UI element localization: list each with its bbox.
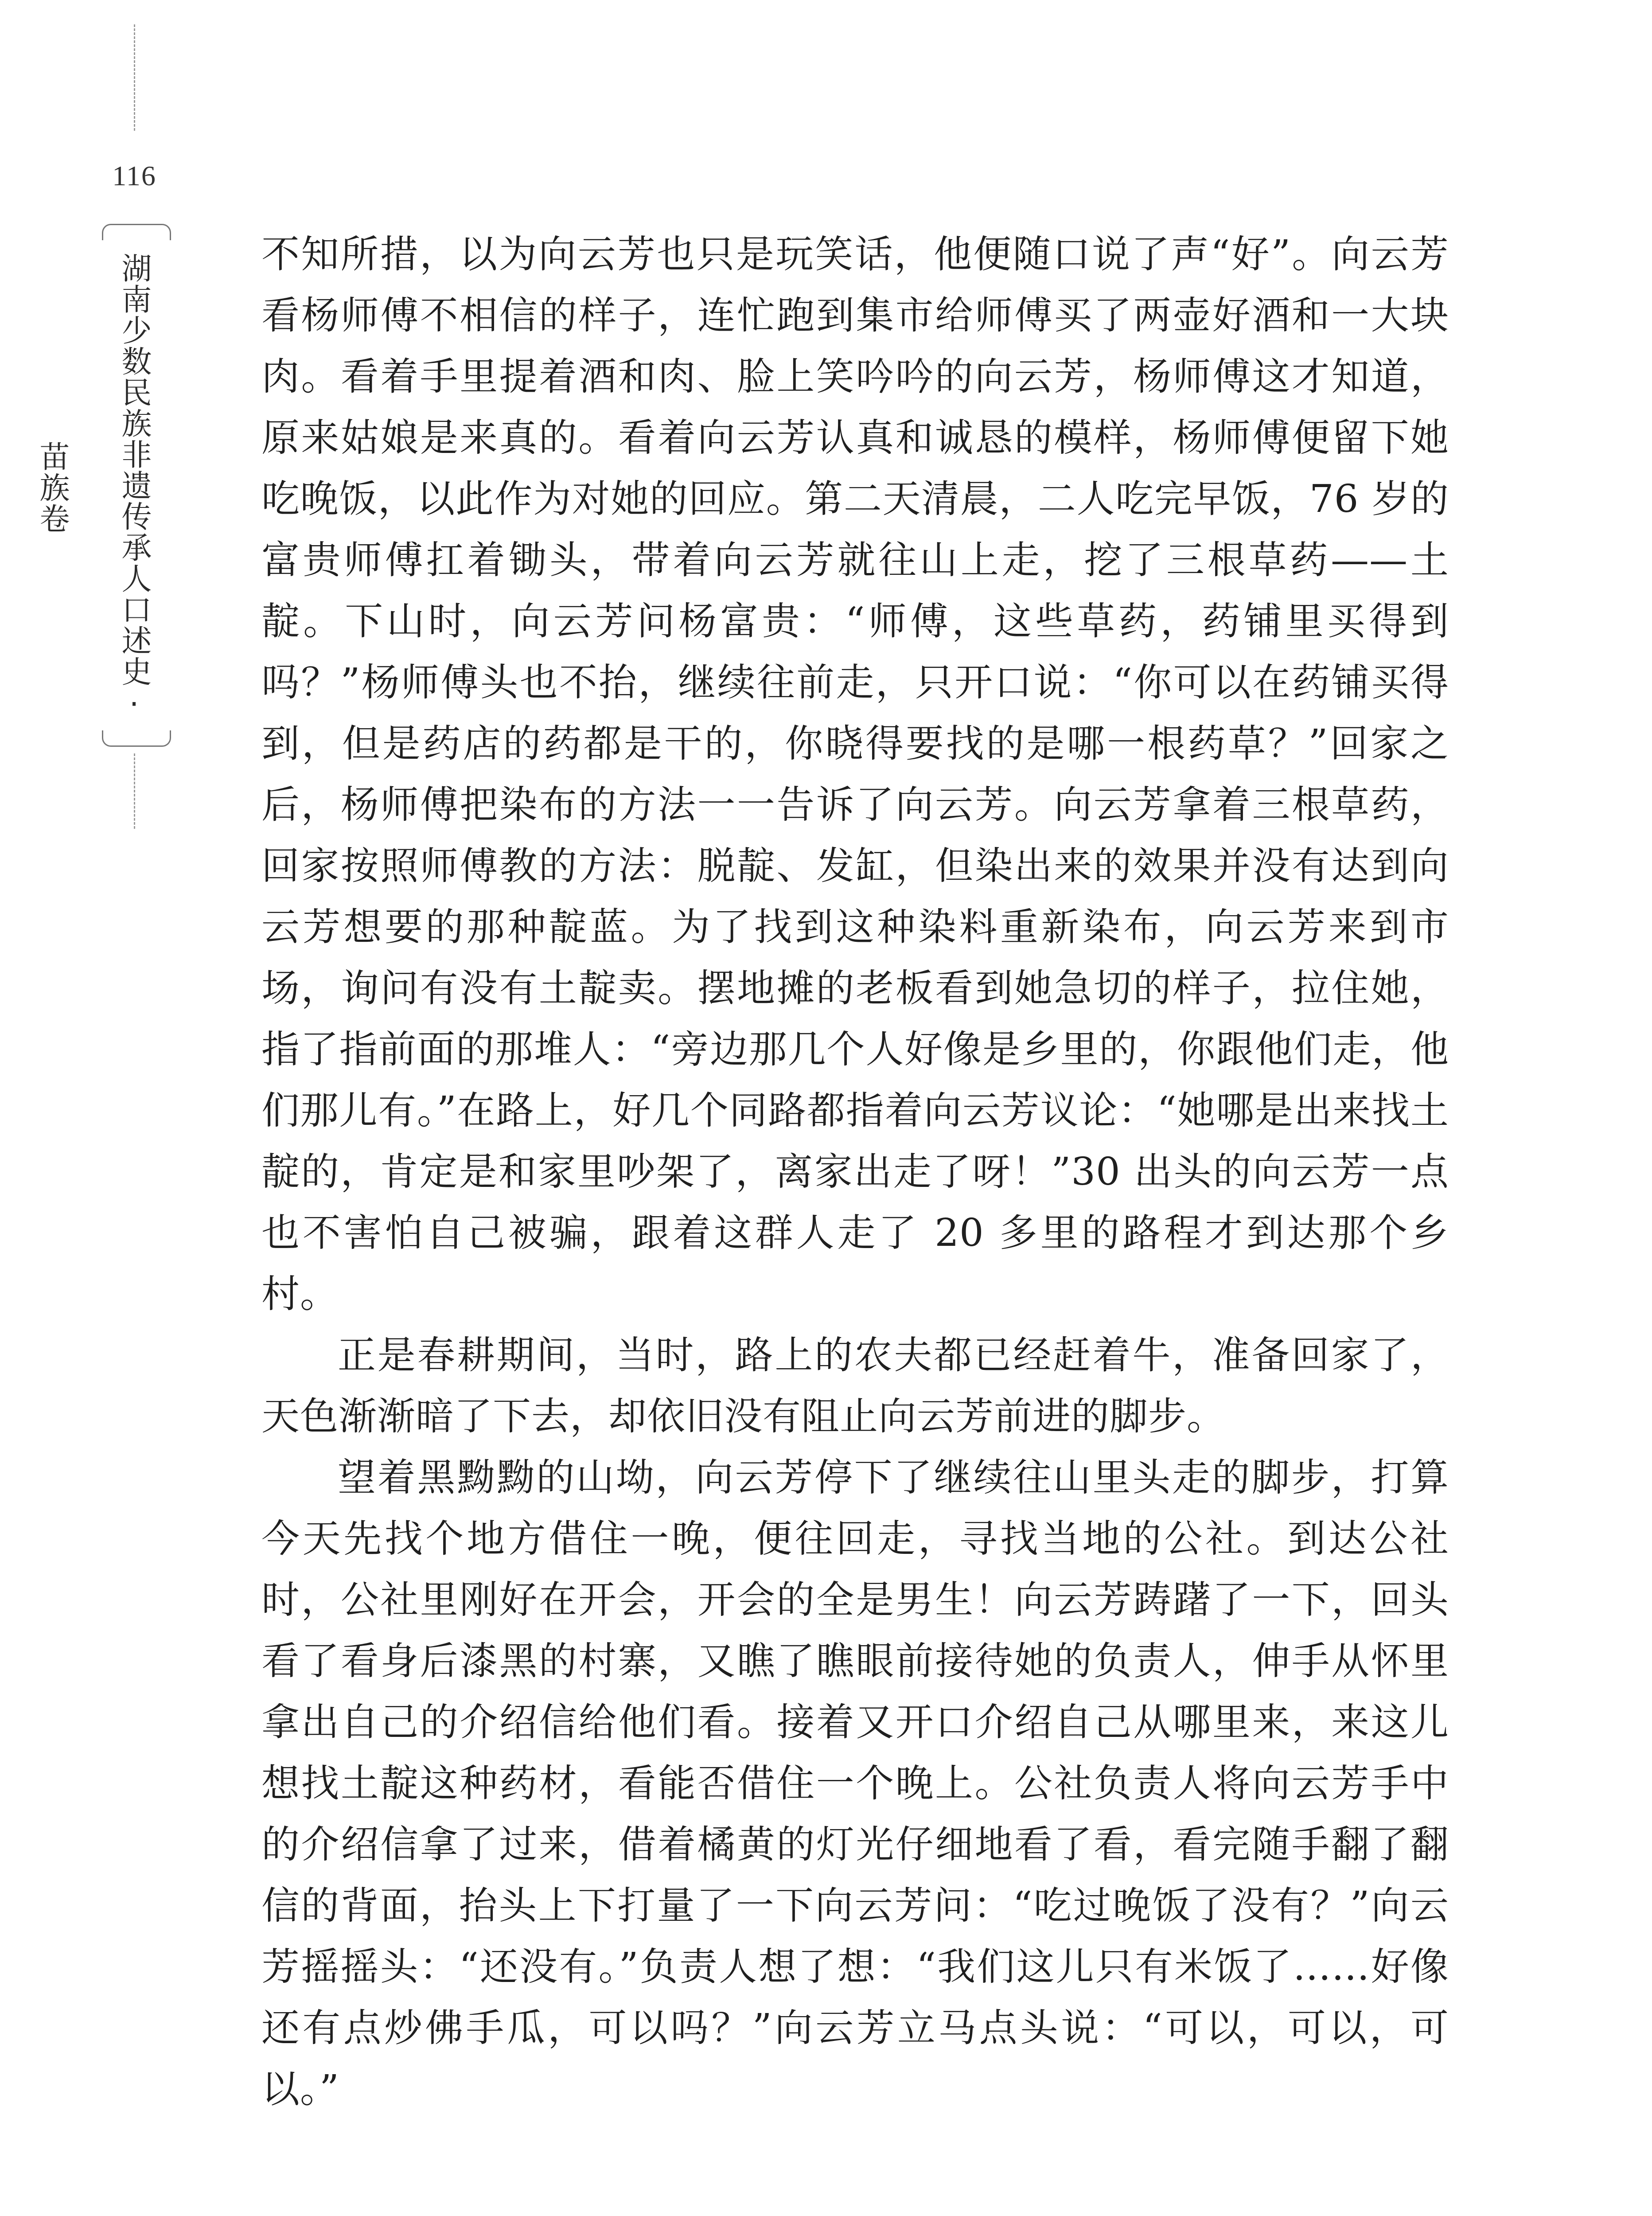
margin-dotted-line-bottom <box>134 753 135 829</box>
bracket-bottom-ornament <box>102 730 171 747</box>
running-header <box>35 224 175 747</box>
series-title: 湖南少数民族非遗传承人口述史·苗族卷 <box>35 252 152 723</box>
margin-dotted-line-top <box>134 24 135 131</box>
body-text <box>261 224 1449 2120</box>
paragraph-3: 望着黑黝黝的山坳，向云芳停下了继续往山里头走的脚步，打算今天先找个地方借住一晚，便往回走，寻找当地的公社。到达公社时，公社里刚好在开会，开会的全是男生！向云芳踌躇了一下，回头看了看身后漆黑的村寨，又瞧了瞧眼前接待她的负责人，伸手从怀里拿出自己的介绍信给他们看。接着又开口介绍自己从哪里来，来这儿想找土靛这种药材，看能否借住一个晚上。公社负责人将向云芳手中的介绍信拿了过来，借着橘黄的灯光仔细地看了看，看完随手翻了翻信的背面，抬头上下打量了一下向云芳问：“吃过晚饭了没有？”向云芳摇摇头：“还没有。”负责人想了想：“我们这儿只有米饭了……好像还有点炒佛手瓜，可以吗？”向云芳立马点头说：“可以，可以，可以。” <box>261 1455 1449 2111</box>
page-number: 116 <box>112 160 156 191</box>
paragraph-1: 不知所措，以为向云芳也只是玩笑话，他便随口说了声“好”。向云芳看杨师傅不相信的样子，连忙跑到集市给师傅买了两壶好酒和一大块肉。看着手里提着酒和肉、脸上笑吟吟的向云芳，杨师傅这才知道，原来姑娘是来真的。看着向云芳认真和诚恳的模样，杨师傅便留下她吃晚饭，以此作为对她的回应。第二天清晨，二人吃完早饭，76 岁的富贵师傅扛着锄头，带着向云芳就往山上走，挖了三根草药——土靛。下山时，向云芳问杨富贵：“师傅，这些草药，药铺里买得到吗？”杨师傅头也不抬，继续往前走，只开口说：“你可以在药铺买得到，但是药店的药都是干的，你晓得要找的是哪一根药草？”回家之后，杨师傅把染布的方法一一告诉了向云芳。向云芳拿着三根草药，回家按照师傅教的方法：脱靛、发缸，但染出来的效果并没有达到向云芳想要的那种靛蓝。为了找到这种染料重新染布，向云芳来到市场，询问有没有土靛卖。摆地摊的老板看到她急切的样子，拉住她，指了指前面的那堆人：“旁边那几个人好像是乡里的，你跟他们走，他们那儿有。”在路上，好几个同路都指着向云芳议论：“她哪是出来找土靛的，肯定是和家里吵架了，离家出走了呀！”30 出头的向云芳一点也不害怕自己被骗，跟着这群人走了 20 多里的路程才到达那个乡村。 <box>261 232 1449 1316</box>
paragraph-2: 正是春耕期间，当时，路上的农夫都已经赶着牛，准备回家了，天色渐渐暗了下去，却依旧没有阻止向云芳前进的脚步。 <box>261 1333 1449 1439</box>
bracket-top-ornament <box>102 224 171 240</box>
